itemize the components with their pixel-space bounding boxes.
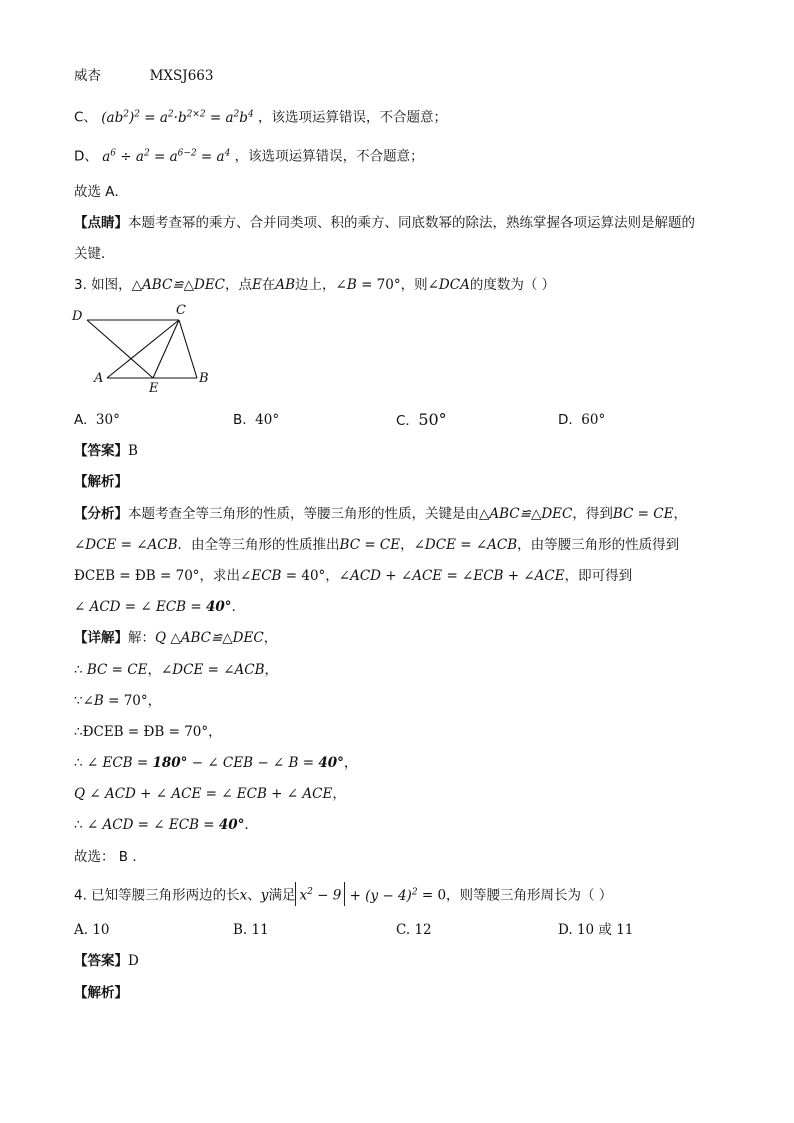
header-code: MXSJ663 [149, 68, 214, 84]
label-e: E [149, 381, 159, 396]
q4-option-b: B. 11 [233, 922, 269, 938]
q4-option-c: C. 12 [396, 922, 432, 938]
segment-bc [179, 320, 197, 378]
segment-ec [153, 320, 179, 378]
q3-fenxi-line-2: ∠DCE = ∠ACB．由全等三角形的性质推出BC = CE，∠DCE = ∠ACB，由等腰三角形的性质得到 [74, 537, 680, 553]
triangle-figure [70, 305, 220, 400]
comment-line-1: 【点睛】本题考查幂的乘方、合并同类项、积的乘方、同底数幂的除法，熟练掌握各项运算法则是解题的 [74, 215, 695, 231]
q3-option-b: B. 40° [233, 412, 280, 428]
header-name: 威杏 [74, 68, 101, 84]
option-d-explain: D、 $a^6 \div a^2 = a^{6-2} = a^4$ ，该选项运算错误，不合题意； [74, 148, 424, 165]
q4-option-d: D. 10 或 11 [558, 922, 634, 938]
q3-detail-line-1: 【详解】解：Q △ABC≌△DEC， [74, 630, 278, 646]
q3-fenxi-line-4: ∠ ACD = ∠ ECB = 40°． [74, 599, 246, 615]
q3-option-a: A. 30° [74, 412, 120, 428]
q3-fenxi-line-1: 【分析】本题考查全等三角形的性质，等腰三角形的性质，关键是由△ABC≌△DEC，得到BC = CE， [74, 506, 687, 522]
q3-stem: 3. 如图，△ABC≌△DEC，点E在AB边上，∠B = 70°，则∠DCA的度数为（ ） [74, 277, 556, 293]
q3-fenxi-line-3: ÐCEB = ÐB = 70°，求出∠ECB = 40°，∠ACD + ∠ACE = ∠ECB + ∠ACE，即可得到 [74, 568, 633, 584]
label-b: B [199, 371, 209, 386]
label-a: A [94, 371, 104, 386]
q3-analysis-tag: 【解析】 [74, 474, 128, 490]
q4-answer: 【答案】D [74, 953, 139, 969]
q4-stem: 4. 已知等腰三角形两边的长x、y满足 $x^2 - 9 + (y - 4)^2 = 0$，则等腰三角形周长为（ ） [74, 882, 612, 906]
q3-final: 故选： B ． [74, 849, 146, 865]
q3-detail-line-5: ∴ ∠ ECB = 180° − ∠ CEB − ∠ B = 40°， [74, 755, 358, 771]
label-c: C [176, 303, 186, 318]
q4-analysis-tag: 【解析】 [74, 985, 128, 1001]
triangle-diagram [70, 305, 220, 400]
formula-c: $(ab^2)^2 = a^2\cdot b^{2\times 2} = a^2b^4$ [101, 109, 254, 126]
q3-detail-line-6: Q ∠ ACD + ∠ ACE = ∠ ECB + ∠ ACE， [74, 786, 346, 802]
comment-line-2: 关键． [74, 246, 115, 262]
q4-option-a: A. 10 [74, 922, 110, 938]
q3-option-c: C. 50° [396, 410, 447, 429]
q3-detail-line-3: ∵∠B = 70°， [74, 693, 162, 709]
label-d: D [72, 309, 83, 324]
q3-detail-line-4: ∴ÐCEB = ÐB = 70°， [74, 724, 222, 740]
q3-detail-line-2: ∴ BC = CE，∠DCE = ∠ACB， [74, 662, 279, 678]
q3-option-d: D. 60° [558, 412, 606, 428]
formula-d: $a^6 \div a^2 = a^{6-2} = a^4$ [102, 148, 231, 165]
choose-line: 故选 A． [74, 184, 129, 200]
q3-answer: 【答案】B [74, 443, 138, 459]
option-c-explain: C、 $(ab^2)^2 = a^2\cdot b^{2\times 2} = a^2b^4$ ，该选项运算错误，不合题意； [74, 109, 447, 126]
q3-detail-line-7: ∴ ∠ ACD = ∠ ECB = 40°． [74, 817, 258, 833]
page-header [74, 66, 213, 86]
